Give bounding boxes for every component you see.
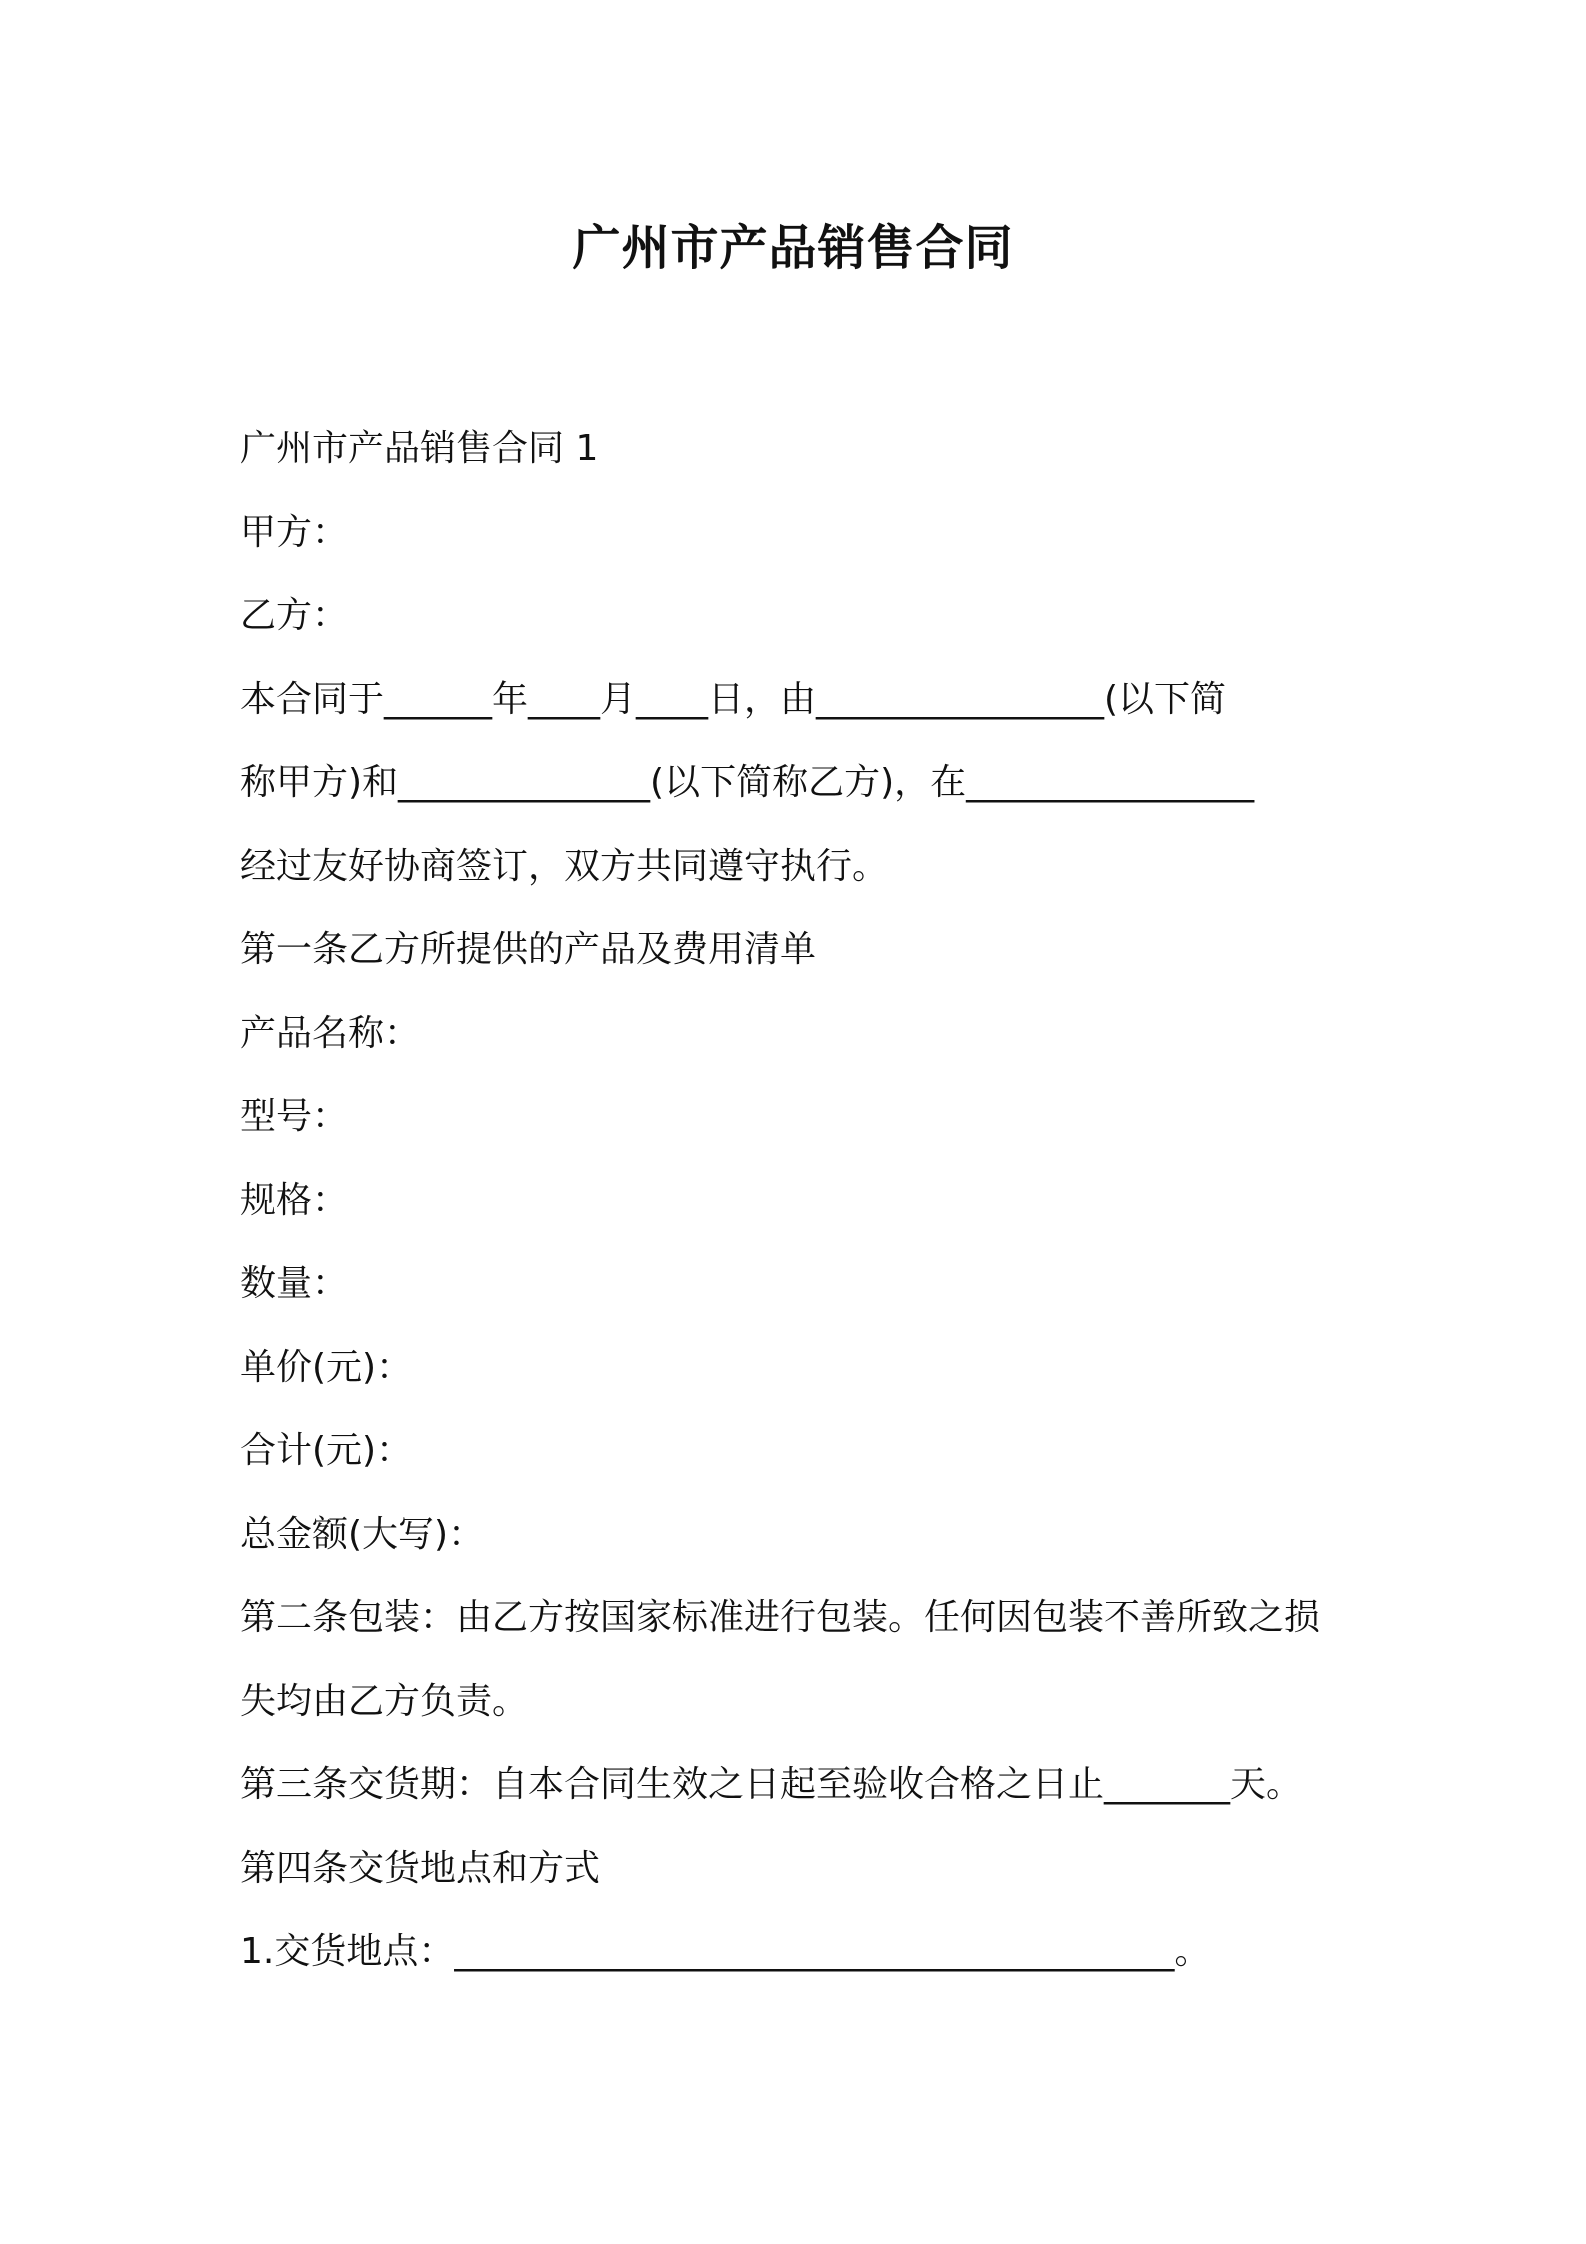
unit-price-line: 单价(元)： [240, 1346, 413, 1388]
preamble-line-3: 经过友好协商签订，双方共同遵守执行。 [240, 845, 889, 887]
subtotal-line: 合计(元)： [240, 1430, 413, 1471]
quantity-line: 数量： [240, 1263, 349, 1304]
article-1-heading: 第一条乙方所提供的产品及费用清单 [240, 929, 817, 970]
article-2-line-2: 失均由乙方负责。 [240, 1680, 529, 1722]
article-3-line: 第三条交货期：自本合同生效之日起至验收合格之日止_______天。 [240, 1764, 1303, 1805]
preamble-line-2: 称甲方)和______________(以下简称乙方)，在________________ [240, 762, 1255, 803]
article-4-heading: 第四条交货地点和方式 [240, 1847, 601, 1889]
product-name-line: 产品名称： [240, 1012, 421, 1054]
model-line: 型号： [240, 1096, 349, 1137]
contract-subtitle: 广州市产品销售合同 1 [240, 428, 599, 469]
preamble-line-1: 本合同于______年____月____日，由________________(以下简 [240, 678, 1227, 720]
document-title: 广州市产品销售合同 [572, 220, 1014, 276]
delivery-place-line: 1.交货地点：________________________________________。 [240, 1931, 1211, 1972]
total-amount-line: 总金额(大写)： [240, 1513, 485, 1555]
party-a-line: 甲方： [240, 511, 349, 553]
document-body [240, 407, 1360, 1994]
specification-line: 规格： [240, 1179, 349, 1221]
article-2-line-1: 第二条包装：由乙方按国家标准进行包装。任何因包装不善所致之损 [240, 1597, 1321, 1638]
party-b-line: 乙方： [240, 595, 349, 636]
